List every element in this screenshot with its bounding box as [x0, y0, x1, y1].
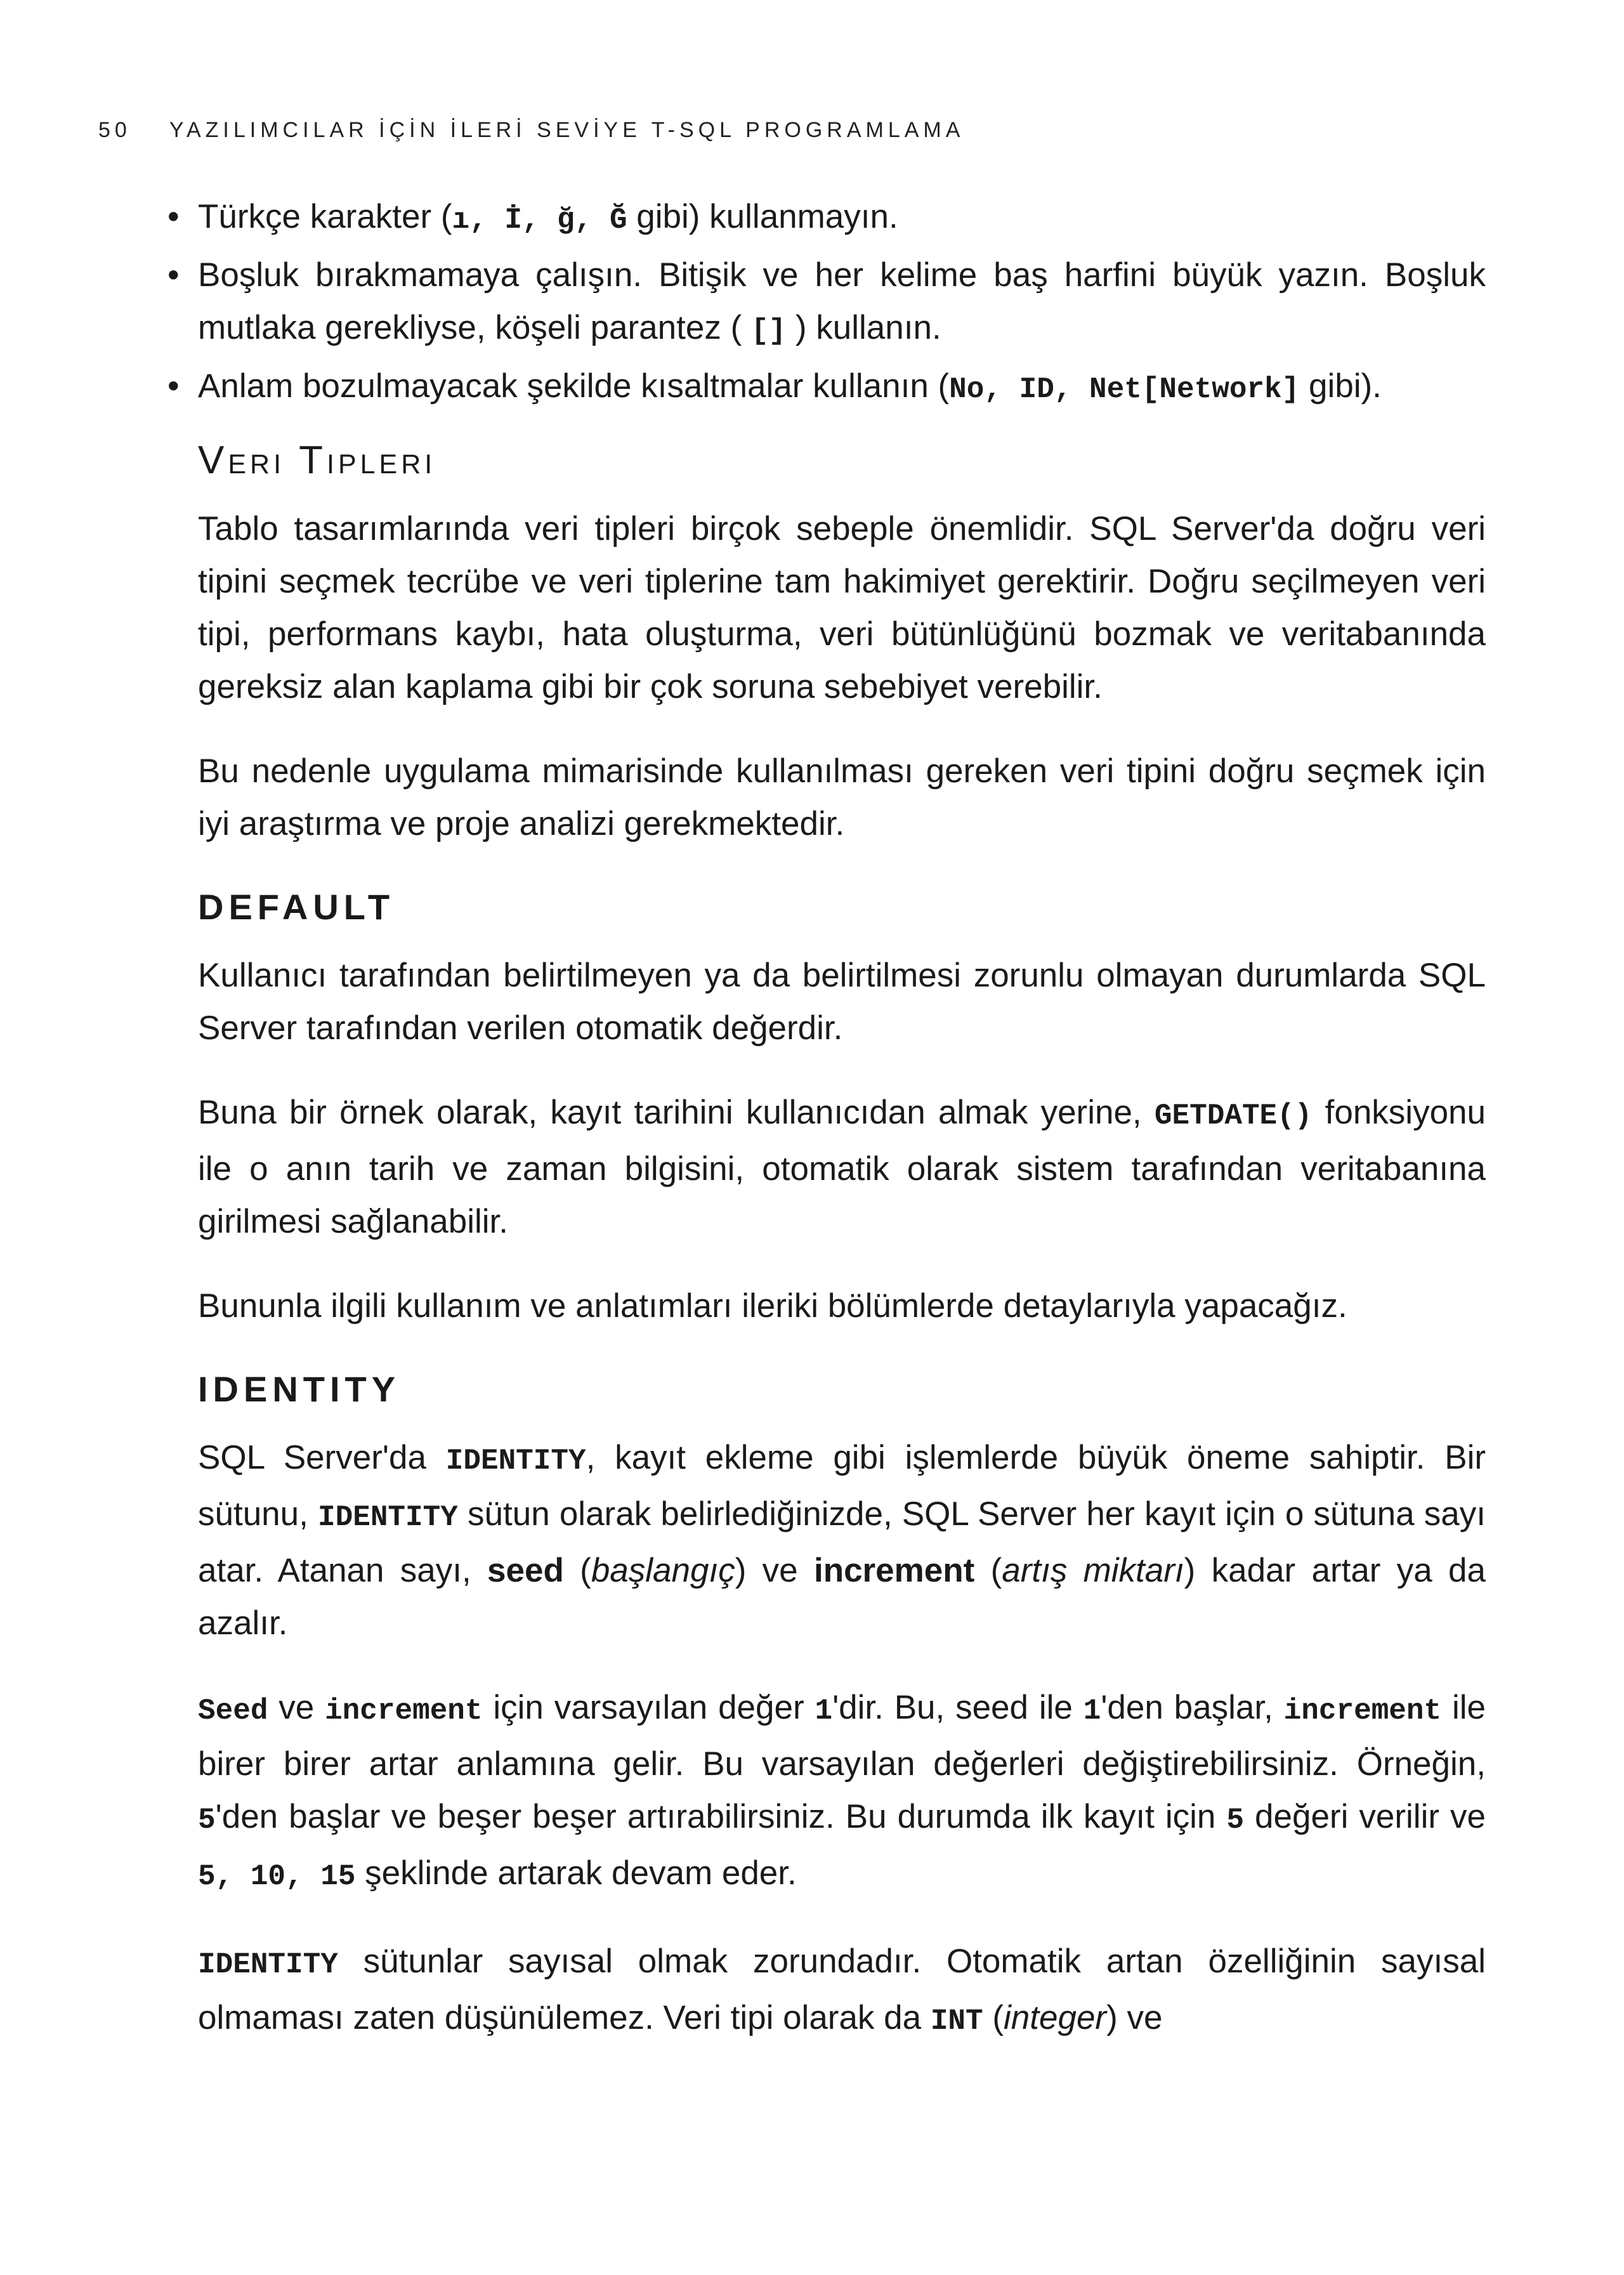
italic-term: artış miktarı: [1002, 1552, 1184, 1589]
inline-code: IDENTITY: [318, 1501, 458, 1534]
paragraph: SQL Server'da IDENTITY, kayıt ekleme gibi işlemlerde büyük öneme sahiptir. Bir sütunu, IDENTITY sütun olarak belirlediğinizde, SQL Server her kayıt için o sütuna sayı atar. Atanan sayı, seed (başlangıç) ve increment (artış miktarı) kadar artar ya da azalır.: [198, 1439, 1486, 1642]
bullet-icon: •: [167, 256, 180, 294]
bold-term: increment: [813, 1552, 975, 1589]
bullet-icon: •: [167, 198, 180, 235]
inline-code: 1: [815, 1695, 833, 1728]
inline-code: []: [750, 315, 787, 348]
list-item: • Anlam bozulmayacak şekilde kısaltmalar kullanın (No, ID, Net[Network] gibi).: [166, 360, 1486, 416]
paragraph: IDENTITY sütunlar sayısal olmak zorundadır. Otomatik artan özelliğinin sayısal olmaması zaten düşünülemez. Veri tipi olarak da INT (integer) ve: [198, 1943, 1486, 2038]
inline-code: 1: [1083, 1695, 1101, 1728]
italic-term: integer: [1004, 1999, 1107, 2036]
book-title: YAZILIMCILAR İÇİN İLERİ SEVİYE T-SQL PROGRAMLAMA: [169, 118, 965, 142]
inline-code: increment: [1283, 1695, 1442, 1728]
inline-code: 5, 10, 15: [198, 1860, 356, 1893]
inline-code: 5: [198, 1804, 216, 1837]
paragraph: Seed ve increment için varsayılan değer 1'dir. Bu, seed ile 1'den başlar, increment ile birer birer artar anlamına gelir. Bu varsayılan değerleri değiştirebilirsiniz. Örneğin, 5'den başlar ve beşer beşer artırabilirsiniz. Bu durumda ilk kayıt için 5 değeri verilir ve 5, 10, 15 şeklinde artarak devam eder.: [198, 1689, 1486, 1893]
paragraph: Kullanıcı tarafından belirtilmeyen ya da belirtilmesi zorunlu olmayan durumlarda SQL Server tarafından verilen otomatik değerdir.: [198, 957, 1486, 1047]
section-heading-veri-tipleri: Veri Tipleri: [198, 438, 436, 482]
paragraph: Bu nedenle uygulama mimarisinde kullanılması gereken veri tipini doğru seçmek için iyi araştırma ve proje analizi gerekmektedir.: [198, 752, 1486, 842]
section-heading-default: DEFAULT: [198, 887, 395, 927]
list-item: • Boşluk bırakmamaya çalışın. Bitişik ve her kelime baş harfini büyük yazın. Boşluk mutlaka gerekliyse, köşeli parantez ( [] ) kullanın.: [166, 249, 1486, 358]
naming-rules-list: [166, 190, 1486, 416]
inline-code: GETDATE(): [1154, 1099, 1313, 1132]
page-number: 50: [98, 118, 131, 142]
inline-code: ı, İ, ğ, Ğ: [452, 204, 627, 237]
inline-code: 5: [1226, 1804, 1244, 1837]
inline-code: No, ID, Net[Network]: [949, 373, 1300, 406]
inline-code: INT: [930, 2005, 983, 2038]
list-item: • Türkçe karakter (ı, İ, ğ, Ğ gibi) kullanmayın.: [166, 190, 1486, 247]
paragraph: Tablo tasarımlarında veri tipleri birçok sebeple önemlidir. SQL Server'da doğru veri tipini seçmek tecrübe ve veri tiplerine tam hakimiyet gerektirir. Doğru seçilmeyen veri tipi, performans kaybı, hata oluşturma, veri bütünlüğünü bozmak ve veritabanında gereksiz alan kaplama gibi bir çok soruna sebebiyet verebilir.: [198, 510, 1486, 705]
inline-code: Seed: [198, 1695, 268, 1728]
page-body: [167, 190, 1486, 2048]
inline-code: IDENTITY: [198, 1948, 338, 1981]
bullet-icon: •: [167, 367, 180, 405]
paragraph: Buna bir örnek olarak, kayıt tarihini kullanıcıdan almak yerine, GETDATE() fonksiyonu ile o anın tarih ve zaman bilgisini, otomatik olarak sistem tarafından veritabanına girilmesi sağlanabilir.: [198, 1094, 1486, 1240]
section-heading-identity: IDENTITY: [198, 1369, 401, 1409]
italic-term: başlangıç: [591, 1552, 735, 1589]
paragraph: Bununla ilgili kullanım ve anlatımları ileriki bölümlerde detaylarıyla yapacağız.: [198, 1287, 1347, 1325]
bold-term: seed: [487, 1552, 564, 1589]
running-header: [98, 118, 964, 143]
inline-code: IDENTITY: [445, 1445, 586, 1478]
inline-code: increment: [325, 1695, 483, 1728]
